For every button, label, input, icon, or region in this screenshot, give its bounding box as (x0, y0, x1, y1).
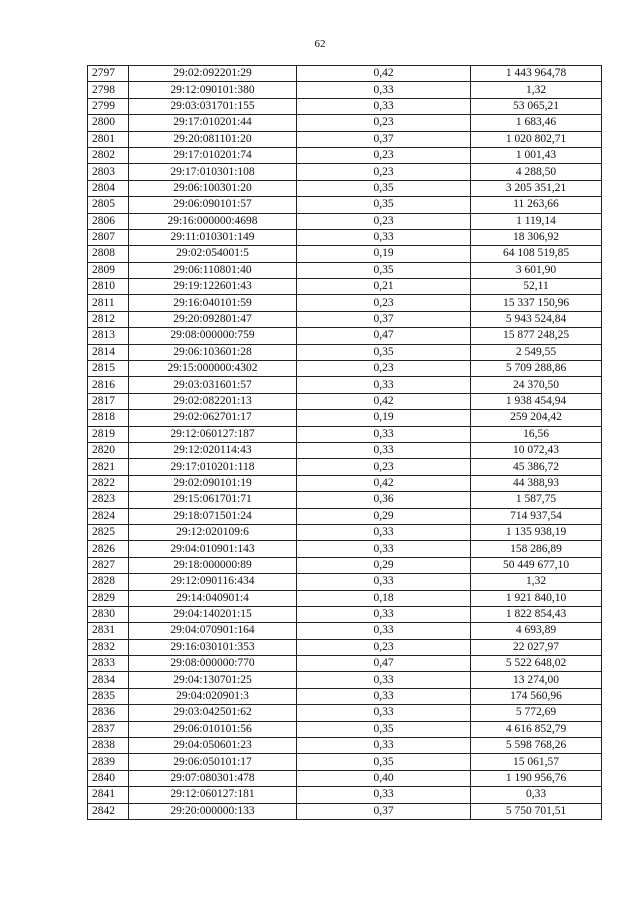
table-row (88, 738, 602, 754)
value-cell: 18 306,92 (471, 229, 602, 245)
rate-cell: 0,35 (297, 262, 471, 278)
value-cell: 1 822 854,43 (471, 606, 602, 622)
cadastral-number-cell: 29:15:000000:4302 (129, 361, 297, 377)
cadastral-number-cell: 29:12:020114:43 (129, 442, 297, 458)
cadastral-number-cell: 29:04:020901:3 (129, 688, 297, 704)
rate-cell: 0,35 (297, 344, 471, 360)
cadastral-number-cell: 29:12:090101:380 (129, 82, 297, 98)
table-row (88, 754, 602, 770)
table-row (88, 311, 602, 327)
value-cell: 1 135 938,19 (471, 524, 602, 540)
rate-cell: 0,35 (297, 180, 471, 196)
cadastral-number-cell: 29:02:092201:29 (129, 66, 297, 82)
table-row (88, 623, 602, 639)
rate-cell: 0,29 (297, 557, 471, 573)
value-cell: 259 204,42 (471, 410, 602, 426)
value-cell: 1 683,46 (471, 115, 602, 131)
value-cell: 1 020 802,71 (471, 131, 602, 147)
value-cell: 22 027,97 (471, 639, 602, 655)
rate-cell: 0,33 (297, 688, 471, 704)
row-number-cell: 2813 (88, 328, 129, 344)
row-number-cell: 2803 (88, 164, 129, 180)
value-cell: 4 288,50 (471, 164, 602, 180)
value-cell: 16,56 (471, 426, 602, 442)
cadastral-number-cell: 29:06:090101:57 (129, 197, 297, 213)
cadastral-number-cell: 29:19:122601:43 (129, 279, 297, 295)
value-cell: 4 693,89 (471, 623, 602, 639)
row-number-cell: 2801 (88, 131, 129, 147)
row-number-cell: 2815 (88, 361, 129, 377)
rate-cell: 0,42 (297, 393, 471, 409)
table-row (88, 213, 602, 229)
rate-cell: 0,47 (297, 328, 471, 344)
table-row (88, 492, 602, 508)
row-number-cell: 2817 (88, 393, 129, 409)
rate-cell: 0,33 (297, 738, 471, 754)
table-row (88, 672, 602, 688)
table-row (88, 508, 602, 524)
value-cell: 1,32 (471, 574, 602, 590)
cadastral-number-cell: 29:02:054001:5 (129, 246, 297, 262)
rate-cell: 0,33 (297, 541, 471, 557)
rate-cell: 0,35 (297, 721, 471, 737)
value-cell: 4 616 852,79 (471, 721, 602, 737)
rate-cell: 0,35 (297, 754, 471, 770)
row-number-cell: 2807 (88, 229, 129, 245)
rate-cell: 0,33 (297, 442, 471, 458)
table-row (88, 295, 602, 311)
row-number-cell: 2806 (88, 213, 129, 229)
value-cell: 5 772,69 (471, 705, 602, 721)
table-body (88, 66, 602, 820)
cadastral-number-cell: 29:12:060127:187 (129, 426, 297, 442)
cadastral-number-cell: 29:15:061701:71 (129, 492, 297, 508)
value-cell: 15 061,57 (471, 754, 602, 770)
row-number-cell: 2804 (88, 180, 129, 196)
rate-cell: 0,40 (297, 770, 471, 786)
rate-cell: 0,18 (297, 590, 471, 606)
rate-cell: 0,36 (297, 492, 471, 508)
value-cell: 5 750 701,51 (471, 803, 602, 819)
rate-cell: 0,37 (297, 311, 471, 327)
rate-cell: 0,23 (297, 295, 471, 311)
value-cell: 714 937,54 (471, 508, 602, 524)
row-number-cell: 2810 (88, 279, 129, 295)
table-row (88, 721, 602, 737)
rate-cell: 0,29 (297, 508, 471, 524)
value-cell: 1 587,75 (471, 492, 602, 508)
row-number-cell: 2825 (88, 524, 129, 540)
cadastral-number-cell: 29:04:140201:15 (129, 606, 297, 622)
row-number-cell: 2833 (88, 656, 129, 672)
cadastral-number-cell: 29:08:000000:770 (129, 656, 297, 672)
rate-cell: 0,33 (297, 574, 471, 590)
table-row (88, 574, 602, 590)
table-row (88, 459, 602, 475)
row-number-cell: 2837 (88, 721, 129, 737)
value-cell: 1 921 840,10 (471, 590, 602, 606)
cadastral-number-cell: 29:06:010101:56 (129, 721, 297, 737)
rate-cell: 0,37 (297, 131, 471, 147)
cadastral-number-cell: 29:20:081101:20 (129, 131, 297, 147)
cadastral-number-cell: 29:18:071501:24 (129, 508, 297, 524)
table-row (88, 688, 602, 704)
table-row (88, 705, 602, 721)
rate-cell: 0,33 (297, 82, 471, 98)
table-row (88, 656, 602, 672)
cadastral-number-cell: 29:04:070901:164 (129, 623, 297, 639)
value-cell: 0,33 (471, 787, 602, 803)
row-number-cell: 2827 (88, 557, 129, 573)
table-row (88, 279, 602, 295)
table-row (88, 197, 602, 213)
table-row (88, 328, 602, 344)
rate-cell: 0,23 (297, 115, 471, 131)
cadastral-number-cell: 29:03:042501:62 (129, 705, 297, 721)
row-number-cell: 2836 (88, 705, 129, 721)
cadastral-number-cell: 29:17:010201:74 (129, 147, 297, 163)
rate-cell: 0,23 (297, 639, 471, 655)
rate-cell: 0,23 (297, 361, 471, 377)
cadastral-number-cell: 29:02:082201:13 (129, 393, 297, 409)
row-number-cell: 2800 (88, 115, 129, 131)
rate-cell: 0,23 (297, 213, 471, 229)
value-cell: 5 598 768,26 (471, 738, 602, 754)
value-cell: 158 286,89 (471, 541, 602, 557)
rate-cell: 0,33 (297, 229, 471, 245)
cadastral-number-cell: 29:20:092801:47 (129, 311, 297, 327)
value-cell: 1 119,14 (471, 213, 602, 229)
value-cell: 3 601,90 (471, 262, 602, 278)
cadastral-number-cell: 29:18:000000:89 (129, 557, 297, 573)
rate-cell: 0,33 (297, 426, 471, 442)
table-row (88, 557, 602, 573)
table-row (88, 229, 602, 245)
table-row (88, 147, 602, 163)
cadastral-number-cell: 29:02:090101:19 (129, 475, 297, 491)
cadastral-number-cell: 29:03:031601:57 (129, 377, 297, 393)
rate-cell: 0,33 (297, 705, 471, 721)
value-cell: 1 190 956,76 (471, 770, 602, 786)
row-number-cell: 2824 (88, 508, 129, 524)
value-cell: 10 072,43 (471, 442, 602, 458)
value-cell: 15 337 150,96 (471, 295, 602, 311)
value-cell: 11 263,66 (471, 197, 602, 213)
value-cell: 64 108 519,85 (471, 246, 602, 262)
cadastral-number-cell: 29:06:050101:17 (129, 754, 297, 770)
row-number-cell: 2830 (88, 606, 129, 622)
row-number-cell: 2826 (88, 541, 129, 557)
table-row (88, 361, 602, 377)
row-number-cell: 2831 (88, 623, 129, 639)
table-row (88, 246, 602, 262)
row-number-cell: 2812 (88, 311, 129, 327)
table-row (88, 639, 602, 655)
row-number-cell: 2799 (88, 98, 129, 114)
cadastral-number-cell: 29:06:100301:20 (129, 180, 297, 196)
value-cell: 45 386,72 (471, 459, 602, 475)
table-row (88, 262, 602, 278)
cadastral-number-cell: 29:03:031701:155 (129, 98, 297, 114)
table-row (88, 590, 602, 606)
cadastral-number-cell: 29:16:040101:59 (129, 295, 297, 311)
table-row (88, 131, 602, 147)
rate-cell: 0,33 (297, 524, 471, 540)
rate-cell: 0,37 (297, 803, 471, 819)
table-row (88, 787, 602, 803)
row-number-cell: 2821 (88, 459, 129, 475)
table-row (88, 803, 602, 819)
value-cell: 15 877 248,25 (471, 328, 602, 344)
row-number-cell: 2839 (88, 754, 129, 770)
rate-cell: 0,33 (297, 623, 471, 639)
row-number-cell: 2822 (88, 475, 129, 491)
row-number-cell: 2828 (88, 574, 129, 590)
value-cell: 52,11 (471, 279, 602, 295)
value-cell: 53 065,21 (471, 98, 602, 114)
table-row (88, 344, 602, 360)
table-row (88, 180, 602, 196)
row-number-cell: 2809 (88, 262, 129, 278)
cadastral-number-cell: 29:14:040901:4 (129, 590, 297, 606)
table-row (88, 98, 602, 114)
value-cell: 1,32 (471, 82, 602, 98)
table-row (88, 442, 602, 458)
row-number-cell: 2838 (88, 738, 129, 754)
table-row (88, 541, 602, 557)
row-number-cell: 2823 (88, 492, 129, 508)
row-number-cell: 2818 (88, 410, 129, 426)
rate-cell: 0,19 (297, 410, 471, 426)
rate-cell: 0,21 (297, 279, 471, 295)
table-row (88, 524, 602, 540)
table-row (88, 426, 602, 442)
table-row (88, 82, 602, 98)
table-row (88, 606, 602, 622)
row-number-cell: 2841 (88, 787, 129, 803)
row-number-cell: 2832 (88, 639, 129, 655)
rate-cell: 0,23 (297, 164, 471, 180)
rate-cell: 0,33 (297, 606, 471, 622)
rate-cell: 0,33 (297, 672, 471, 688)
cadastral-number-cell: 29:11:010301:149 (129, 229, 297, 245)
value-cell: 5 943 524,84 (471, 311, 602, 327)
cadastral-number-cell: 29:06:103601:28 (129, 344, 297, 360)
value-cell: 2 549,55 (471, 344, 602, 360)
rate-cell: 0,19 (297, 246, 471, 262)
rate-cell: 0,47 (297, 656, 471, 672)
cadastral-number-cell: 29:16:000000:4698 (129, 213, 297, 229)
cadastral-number-cell: 29:02:062701:17 (129, 410, 297, 426)
rate-cell: 0,42 (297, 66, 471, 82)
value-cell: 174 560,96 (471, 688, 602, 704)
cadastral-number-cell: 29:07:080301:478 (129, 770, 297, 786)
cadastral-number-cell: 29:16:030101:353 (129, 639, 297, 655)
rate-cell: 0,23 (297, 459, 471, 475)
cadastral-number-cell: 29:04:130701:25 (129, 672, 297, 688)
row-number-cell: 2814 (88, 344, 129, 360)
page-number: 62 (314, 38, 326, 50)
cadastral-number-cell: 29:12:090116:434 (129, 574, 297, 590)
rate-cell: 0,33 (297, 377, 471, 393)
value-cell: 50 449 677,10 (471, 557, 602, 573)
cadastral-number-cell: 29:12:060127:181 (129, 787, 297, 803)
row-number-cell: 2808 (88, 246, 129, 262)
row-number-cell: 2797 (88, 66, 129, 82)
row-number-cell: 2805 (88, 197, 129, 213)
row-number-cell: 2842 (88, 803, 129, 819)
row-number-cell: 2840 (88, 770, 129, 786)
cadastral-number-cell: 29:17:010201:44 (129, 115, 297, 131)
table-row (88, 377, 602, 393)
cadastral-number-cell: 29:20:000000:133 (129, 803, 297, 819)
cadastral-number-cell: 29:08:000000:759 (129, 328, 297, 344)
rate-cell: 0,42 (297, 475, 471, 491)
row-number-cell: 2816 (88, 377, 129, 393)
rate-cell: 0,23 (297, 147, 471, 163)
value-cell: 5 522 648,02 (471, 656, 602, 672)
row-number-cell: 2835 (88, 688, 129, 704)
cadastral-number-cell: 29:17:010301:108 (129, 164, 297, 180)
value-cell: 1 938 454,94 (471, 393, 602, 409)
cadastral-number-cell: 29:17:010201:118 (129, 459, 297, 475)
cadastral-number-cell: 29:12:020109:6 (129, 524, 297, 540)
row-number-cell: 2819 (88, 426, 129, 442)
table-row (88, 164, 602, 180)
table-row (88, 410, 602, 426)
row-number-cell: 2798 (88, 82, 129, 98)
value-cell: 13 274,00 (471, 672, 602, 688)
row-number-cell: 2829 (88, 590, 129, 606)
cadastral-number-cell: 29:04:050601:23 (129, 738, 297, 754)
value-cell: 5 709 288,86 (471, 361, 602, 377)
rate-cell: 0,33 (297, 787, 471, 803)
table-row (88, 66, 602, 82)
value-cell: 44 388,93 (471, 475, 602, 491)
table-row (88, 475, 602, 491)
table-row (88, 393, 602, 409)
rate-cell: 0,35 (297, 197, 471, 213)
cadastral-number-cell: 29:06:110801:40 (129, 262, 297, 278)
cadastral-number-cell: 29:04:010901:143 (129, 541, 297, 557)
table-row (88, 770, 602, 786)
value-cell: 1 001,43 (471, 147, 602, 163)
value-cell: 3 205 351,21 (471, 180, 602, 196)
rate-cell: 0,33 (297, 98, 471, 114)
value-cell: 24 370,50 (471, 377, 602, 393)
row-number-cell: 2820 (88, 442, 129, 458)
value-cell: 1 443 964,78 (471, 66, 602, 82)
data-table (87, 65, 602, 820)
row-number-cell: 2802 (88, 147, 129, 163)
row-number-cell: 2834 (88, 672, 129, 688)
row-number-cell: 2811 (88, 295, 129, 311)
table-row (88, 115, 602, 131)
